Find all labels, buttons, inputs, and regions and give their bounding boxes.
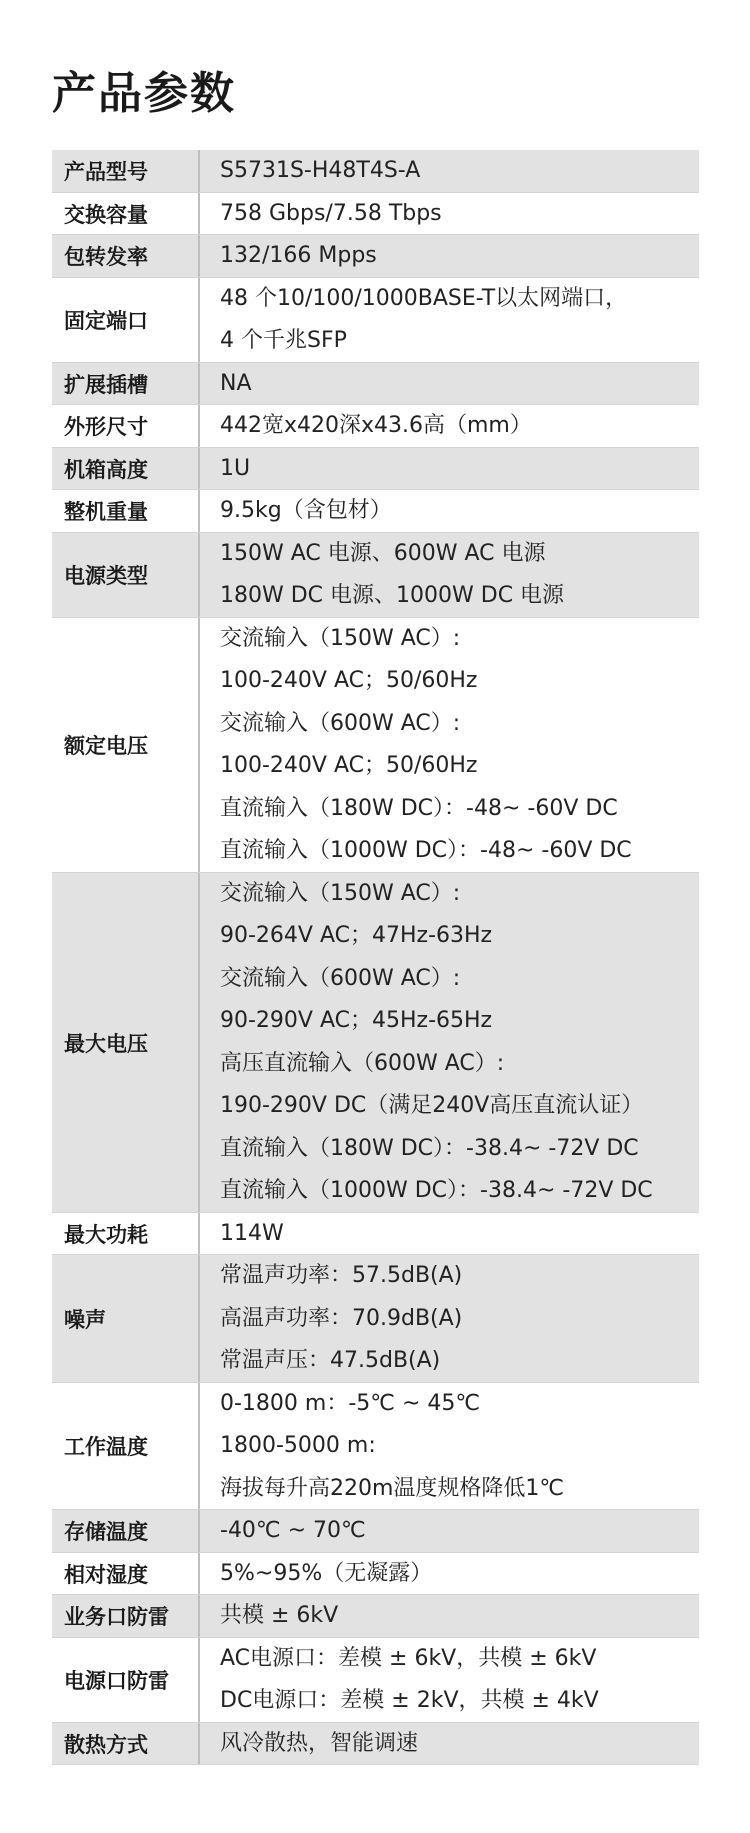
spec-row (52, 533, 699, 618)
spec-label: 散热方式 (52, 1723, 200, 1766)
spec-label: 最大电压 (52, 873, 200, 1213)
spec-value-line: 100-240V AC；50/60Hz (220, 753, 478, 778)
spec-label: 最大功耗 (52, 1213, 200, 1256)
spec-value-line: 4 个千兆SFP (220, 328, 347, 353)
spec-row (52, 490, 699, 533)
spec-values (200, 1213, 699, 1256)
spec-value-line: 交流输入（600W AC）: (220, 710, 461, 736)
spec-row (52, 278, 699, 363)
spec-values (200, 1553, 699, 1596)
spec-table (52, 150, 699, 1765)
spec-value-line: 114W (220, 1220, 284, 1246)
spec-values (200, 235, 699, 278)
spec-value-line: 9.5kg（含包材） (220, 498, 392, 523)
spec-value-line: 90-264V AC；47Hz-63Hz (220, 923, 493, 948)
spec-row (52, 618, 699, 873)
spec-values (200, 363, 699, 406)
spec-values (200, 193, 699, 236)
spec-value-line: 48 个10/100/1000BASE-T以太网端口， (220, 285, 628, 311)
spec-label: 交换容量 (52, 193, 200, 236)
spec-value-line: 直流输入（1000W DC）：-48~ -60V DC (220, 838, 632, 863)
spec-value-line: 直流输入（180W DC）：-38.4~ -72V DC (220, 1135, 639, 1161)
spec-values (200, 873, 699, 1213)
spec-row (52, 363, 699, 406)
spec-value-line: 交流输入（150W AC）: (220, 625, 461, 651)
spec-value-line: 高温声功率：70.9dB(A) (220, 1305, 463, 1331)
spec-values (200, 405, 699, 448)
spec-value-line: 100-240V AC；50/60Hz (220, 668, 478, 693)
spec-label: 业务口防雷 (52, 1595, 200, 1638)
spec-label: 工作温度 (52, 1383, 200, 1511)
spec-value-line: 0-1800 m：-5℃ ~ 45℃ (220, 1390, 481, 1416)
spec-row (52, 448, 699, 491)
spec-label: 电源口防雷 (52, 1638, 200, 1723)
spec-row (52, 1510, 699, 1553)
spec-value-line: 海拔每升高220m温度规格降低1℃ (220, 1475, 565, 1501)
spec-value-line: 直流输入（180W DC）：-48~ -60V DC (220, 795, 618, 821)
spec-values (200, 1638, 699, 1723)
spec-value-line: -40℃ ~ 70℃ (220, 1518, 366, 1543)
spec-label: 噪声 (52, 1255, 200, 1383)
spec-value-line: 常温声功率：57.5dB(A) (220, 1263, 463, 1288)
spec-row (52, 405, 699, 448)
spec-value-line: 150W AC 电源、600W AC 电源 (220, 540, 546, 566)
spec-value-line: 1U (220, 455, 251, 481)
spec-row (52, 1213, 699, 1256)
spec-label: 机箱高度 (52, 448, 200, 491)
spec-label: 相对湿度 (52, 1553, 200, 1596)
spec-value-line: 132/166 Mpps (220, 243, 377, 268)
spec-values (200, 150, 699, 193)
spec-value-line: 交流输入（600W AC）: (220, 965, 461, 991)
spec-values (200, 448, 699, 491)
spec-values (200, 1383, 699, 1511)
spec-row (52, 1595, 699, 1638)
spec-label: 外形尺寸 (52, 405, 200, 448)
spec-row (52, 150, 699, 193)
spec-label: 固定端口 (52, 278, 200, 363)
spec-value-line: 5%~95%（无凝露） (220, 1560, 433, 1586)
spec-values (200, 1723, 699, 1766)
spec-values (200, 490, 699, 533)
page-title: 产品参数 (52, 68, 236, 119)
spec-label: 扩展插槽 (52, 363, 200, 406)
spec-row (52, 1255, 699, 1383)
spec-value-line: 高压直流输入（600W AC）: (220, 1050, 505, 1076)
spec-value-line: 90-290V AC；45Hz-65Hz (220, 1008, 493, 1033)
spec-row (52, 1638, 699, 1723)
spec-value-line: 交流输入（150W AC）: (220, 880, 461, 906)
spec-label: 电源类型 (52, 533, 200, 618)
spec-values (200, 1255, 699, 1383)
spec-value-line: 直流输入（1000W DC）：-38.4~ -72V DC (220, 1178, 653, 1203)
spec-label: 额定电压 (52, 618, 200, 873)
spec-value-line: 风冷散热，智能调速 (220, 1730, 419, 1756)
spec-label: 存储温度 (52, 1510, 200, 1553)
spec-value-line: 常温声压：47.5dB(A) (220, 1348, 441, 1373)
spec-value-line: S5731S-H48T4S-A (220, 158, 421, 183)
spec-values (200, 1595, 699, 1638)
spec-values (200, 278, 699, 363)
spec-label: 整机重量 (52, 490, 200, 533)
spec-value-line: 共模 ± 6kV (220, 1603, 339, 1628)
spec-row (52, 1383, 699, 1511)
spec-value-line: NA (220, 370, 252, 396)
spec-value-line: 758 Gbps/7.58 Tbps (220, 200, 442, 226)
spec-value-line: 190-290V DC（满足240V高压直流认证） (220, 1093, 644, 1118)
spec-values (200, 1510, 699, 1553)
spec-value-line: DC电源口：差模 ± 2kV，共模 ± 4kV (220, 1688, 599, 1713)
spec-row (52, 1553, 699, 1596)
spec-values (200, 533, 699, 618)
spec-value-line: 1800-5000 m: (220, 1433, 376, 1458)
spec-row (52, 235, 699, 278)
spec-row (52, 873, 699, 1213)
spec-row (52, 193, 699, 236)
spec-value-line: 442宽x420深x43.6高（mm） (220, 413, 532, 438)
spec-label: 产品型号 (52, 150, 200, 193)
spec-value-line: AC电源口：差模 ± 6kV，共模 ± 6kV (220, 1645, 597, 1671)
spec-label: 包转发率 (52, 235, 200, 278)
spec-row (52, 1723, 699, 1766)
spec-value-line: 180W DC 电源、1000W DC 电源 (220, 583, 565, 608)
spec-values (200, 618, 699, 873)
